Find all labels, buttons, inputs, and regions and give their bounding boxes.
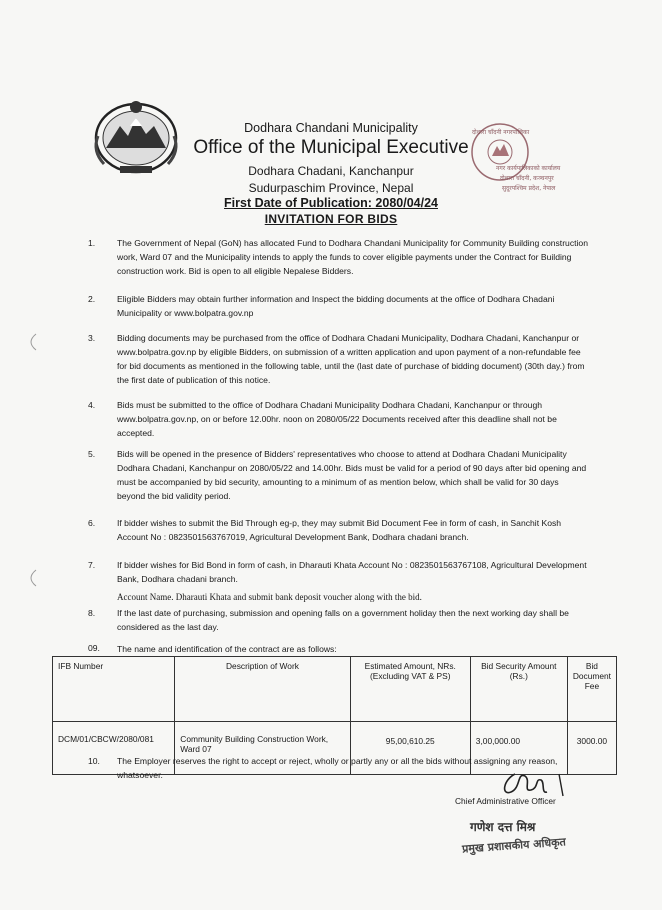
table-header-row xyxy=(53,657,617,722)
clause-text: Bidding documents may be purchased from the office of Dodhara Chadani Municipality, Dodhara Chadani, Kanchanpur or www.bolpatra.gov.np by eligible Bidders, on submission of a written application and upon payment of a non-refundable fee for bid documents as mentioned in the following table, until the (last date of purchase of bidding document) (30th day.) from the first date of publication of this notice. xyxy=(117,333,585,385)
estimated-amount-cell: 95,00,610.25 xyxy=(350,722,470,775)
clause-number: 2. xyxy=(88,294,96,304)
clause-text: The Government of Nepal (GoN) has allocated Fund to Dodhara Chandani Municipality for Community Building construction work, Ward 07 and the Municipality intends to apply the funds to cover eligible payments under the Contract for Building construction work. Bid is open to all eligible Nepalese Bidders. xyxy=(117,238,588,276)
invitation-heading: INVITATION FOR BIDS xyxy=(264,212,398,226)
document-fee-cell: 3000.00 xyxy=(567,722,616,775)
clause-text: The Employer reserves the right to accept or reject, wholly or partly any or all the bids without assigning any reason, whatsoever. xyxy=(117,756,558,780)
clause-text: If bidder wishes to submit the Bid Through eg-p, they may submit Bid Document Fee in form of cash, in Sanchit Kosh Account No : 0823501563767019, Agricultural Development Bank, Dodhara chadani branch. xyxy=(117,518,562,542)
seal-text-line2: नगर कार्यपालिकाको कार्यालय xyxy=(496,165,561,172)
clause-text: Eligible Bidders may obtain further information and Inspect the bidding documents at the office of Dodhara Chadani Municipality or www.bolpatra.gov.np xyxy=(117,294,555,318)
ifb-number-cell: DCM/01/CBCW/2080/081 xyxy=(53,722,175,775)
address-line2: Sudurpaschim Province, Nepal xyxy=(248,181,414,195)
clause-text: The name and identification of the contract are as follows: xyxy=(117,644,337,654)
seal-text-line3: दोधारा चाँदनी, कञ्चनपुर xyxy=(500,175,554,182)
column-header: Bid Security Amount (Rs.) xyxy=(470,657,567,722)
officer-title: Chief Administrative Officer xyxy=(455,796,556,806)
account-name-line: Account Name. Dharauti Khata and submit bank deposit voucher along with the bid. xyxy=(117,592,422,602)
column-header: Estimated Amount, NRs.(Excluding VAT & PS) xyxy=(350,657,470,722)
address-line1: Dodhara Chadani, Kanchanpur xyxy=(248,164,414,178)
punch-mark xyxy=(22,568,38,588)
clause-text: Bids will be opened in the presence of Bidders' representatives who choose to attend at Dodhara Chadani Municipality Dodhara Chadani, Kanchanpur on 2080/05/22 and 14.00hr. Bids must be valid for a period of 90 days after bid opening and must be accompanied by bid security, amounting to a minimum of as mention below, which shall be valid for 30 days beyond the bid validity period. xyxy=(117,449,587,501)
clause-number: 7. xyxy=(88,560,96,570)
clause-number: 3. xyxy=(88,333,96,343)
office-title: Office of the Municipal Executive xyxy=(193,137,469,158)
column-header: IFB Number xyxy=(53,657,175,722)
officer-name-stamp: गणेश दत्त मिश्र xyxy=(470,820,536,834)
punch-mark xyxy=(22,332,38,352)
municipality-name: Dodhara Chandani Municipality xyxy=(244,121,418,135)
clause-text: Bids must be submitted to the office of Dodhara Chadani Municipality Dodhara Chadani, Kanchanpur or through www.bolpatra.gov.np, on or before 12.00hr. noon on 2080/05/22 Documents received after this deadline shall not be accepted. xyxy=(117,400,557,438)
clause-number: 5. xyxy=(88,449,96,459)
clause-number: 09. xyxy=(88,643,100,653)
column-header: Description of Work xyxy=(175,657,350,722)
clause-number: 6. xyxy=(88,518,96,528)
publication-date: First Date of Publication: 2080/04/24 xyxy=(224,196,438,210)
clause-number: 1. xyxy=(88,238,96,248)
column-header: Bid Document Fee xyxy=(567,657,616,722)
clause-number: 10. xyxy=(88,756,100,766)
clause-text: If bidder wishes for Bid Bond in form of cash, in Dharauti Khata Account No : 0823501563767108, Agricultural Development Bank, Dodhara chadani branch. xyxy=(117,560,587,584)
seal-text-line1: दोधारा चाँदनी नगरपालिका xyxy=(472,129,530,136)
description-cell: Community Building Construction Work, Ward 07 xyxy=(175,722,350,775)
seal-text-line4: सुदूरपश्चिम प्रदेश, नेपाल xyxy=(502,185,556,192)
clause-number: 8. xyxy=(88,608,96,618)
officer-designation-stamp: प्रमुख प्रशासकीय अधिकृत xyxy=(461,835,567,856)
clause-number: 4. xyxy=(88,400,96,410)
clause-text: If the last date of purchasing, submission and opening falls on a government holiday then the next working day shall be considered as the last day. xyxy=(117,608,569,632)
bid-security-cell: 3,00,000.00 xyxy=(470,722,567,775)
